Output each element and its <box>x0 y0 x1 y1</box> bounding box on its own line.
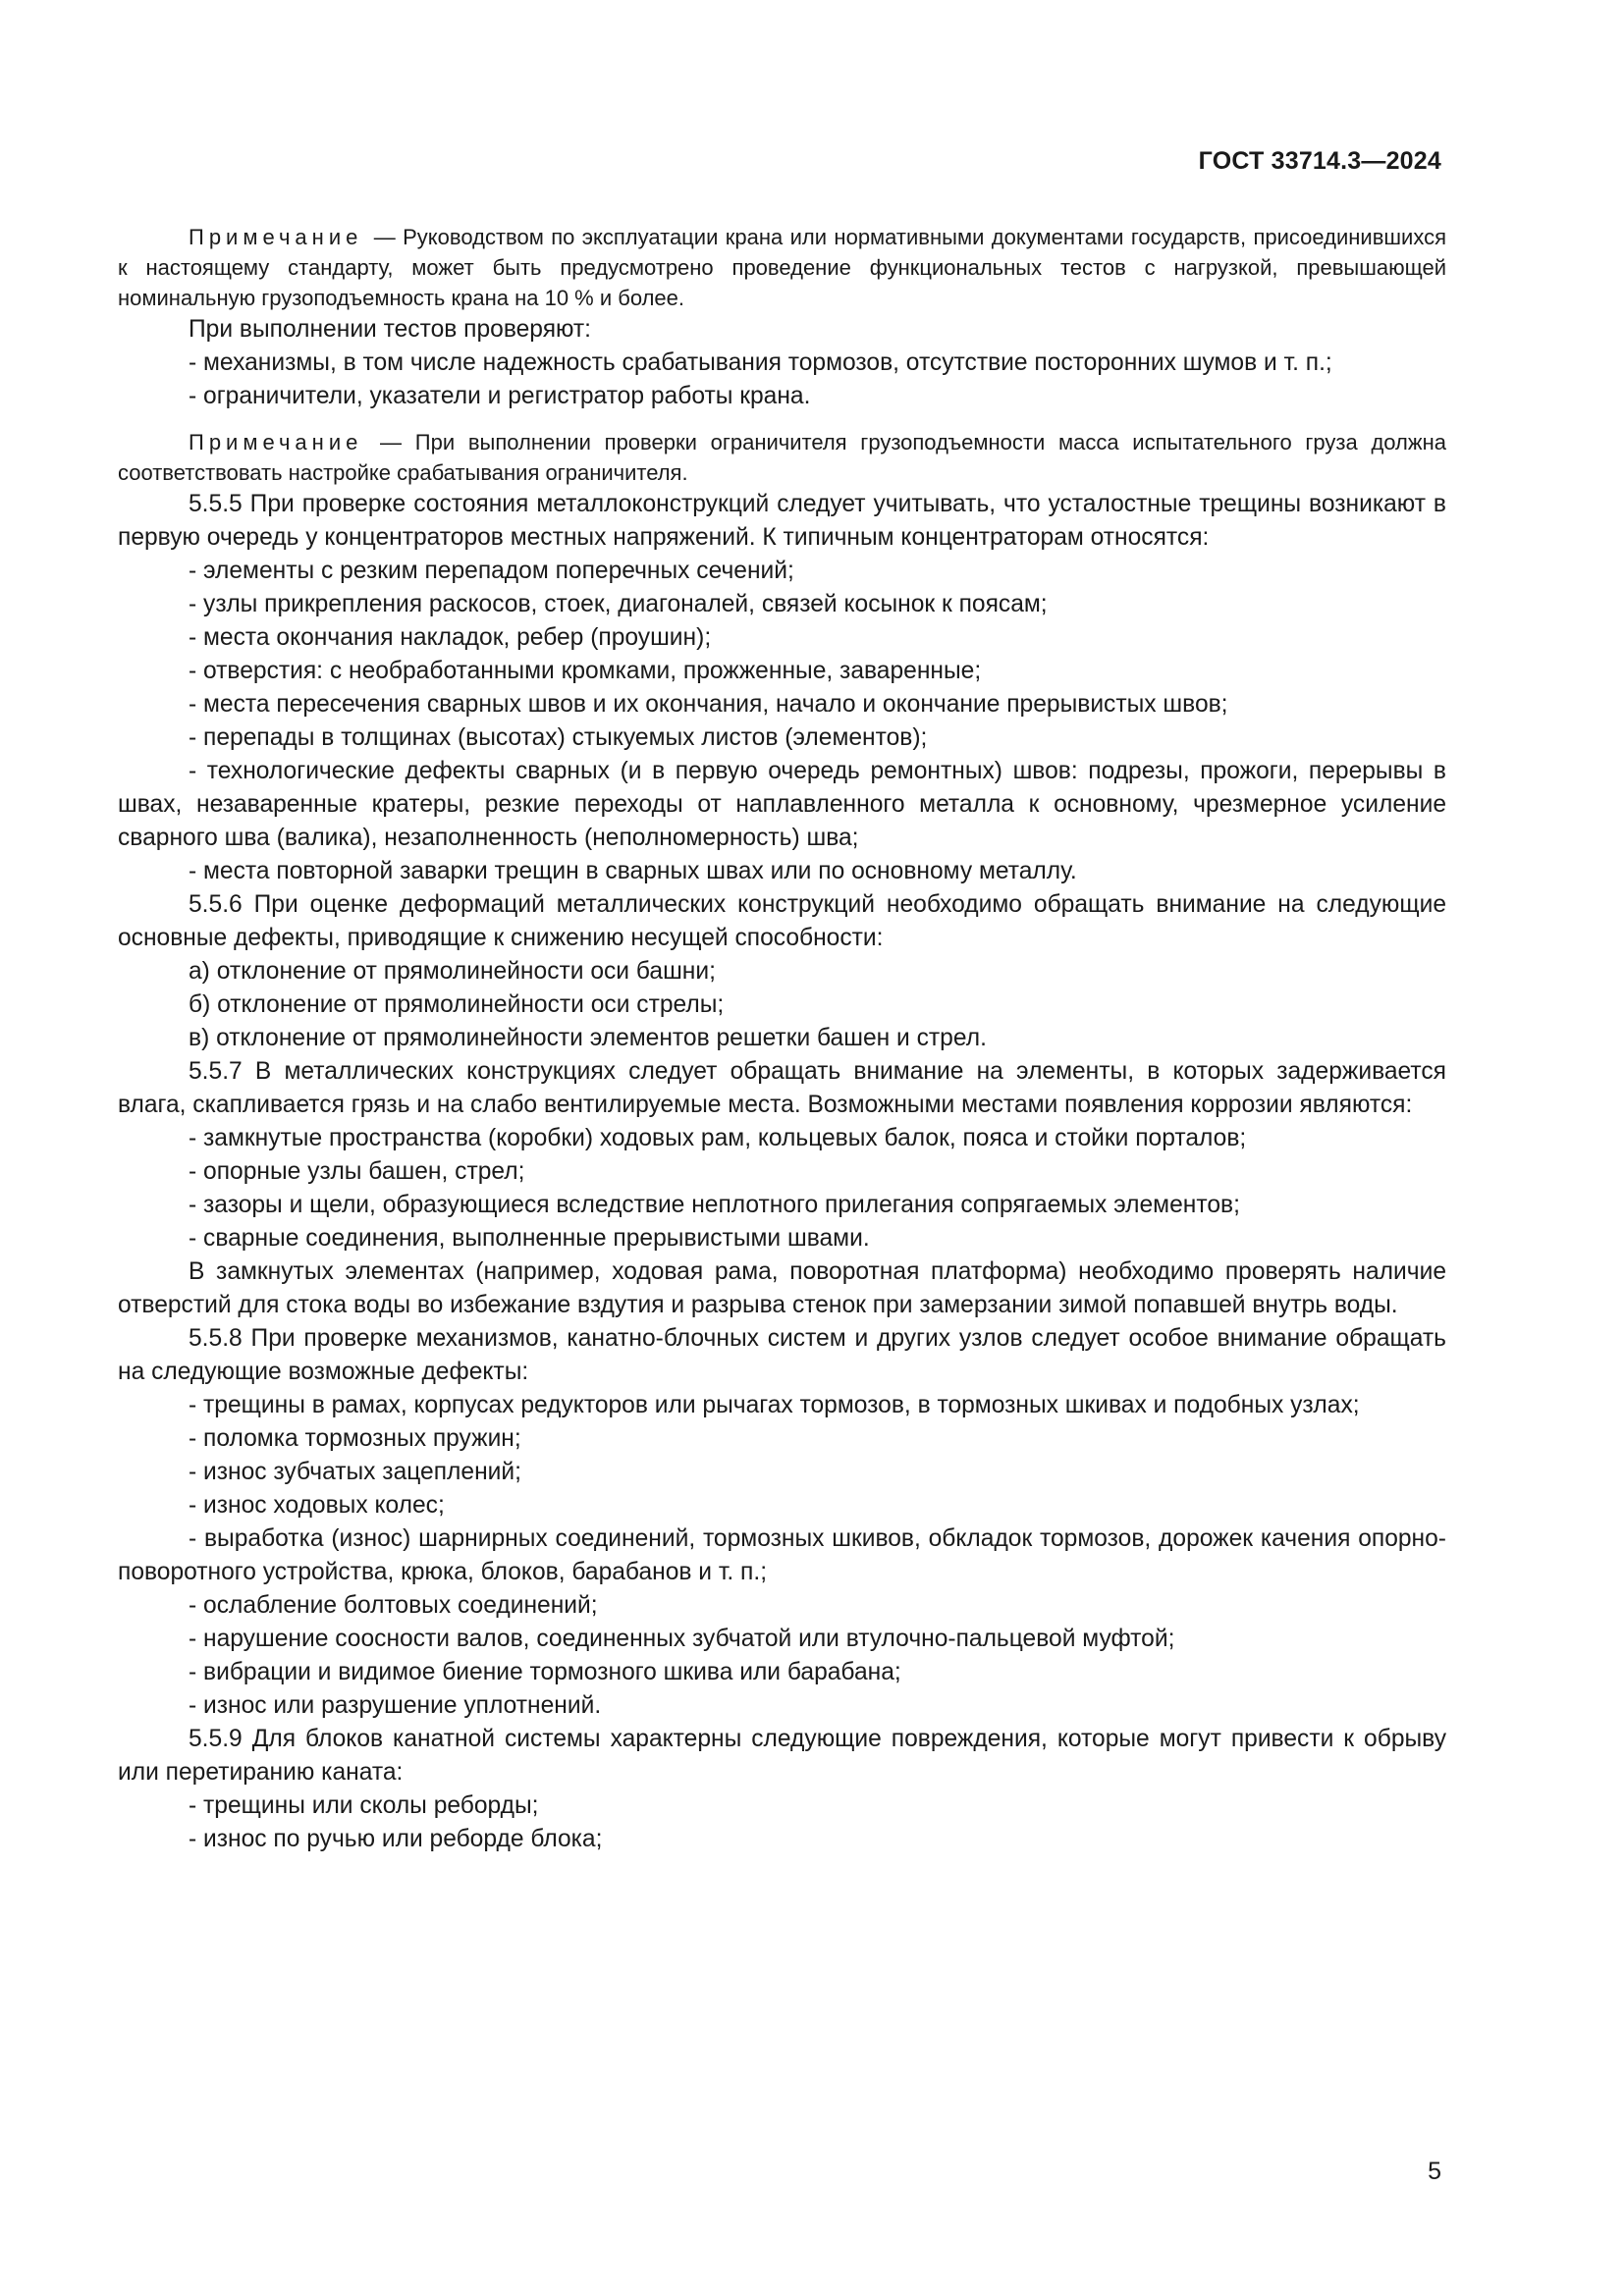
list-item: - поломка тормозных пружин; <box>189 1425 521 1452</box>
paragraph-5-5-8: 5.5.8 При проверке механизмов, канатно-блочных систем и других узлов следует особое внимание обращать на следующие возможные дефекты: <box>118 1325 1446 1385</box>
list-item: а) отклонение от прямолинейности оси башни; <box>189 958 716 985</box>
list-item: - узлы прикрепления раскосов, стоек, диагоналей, связей косынок к поясам; <box>189 591 1048 617</box>
list-item: - нарушение соосности валов, соединенных зубчатой или втулочно-пальцевой муфтой; <box>189 1626 1175 1652</box>
list-item: - места окончания накладок, ребер (проушин); <box>189 624 712 651</box>
list-item: - технологические дефекты сварных (и в первую очередь ремонтных) швов: подрезы, прожоги, перерывы в швах, незаваренные кратеры, резкие переходы от наплавленного металла к основному, чрезмерное усиление сварного шва (валика), незаполненность (неполномерность) шва; <box>118 758 1446 851</box>
list-item: - места пересечения сварных швов и их окончания, начало и окончание прерывистых швов; <box>189 691 1228 718</box>
page-number: 5 <box>1428 2158 1441 2185</box>
note-text: — При выполнении проверки ограничителя грузоподъемности масса испытательного груза должна соответствовать настройке срабатывания ограничителя. <box>118 430 1446 485</box>
list-item: - ослабление болтовых соединений; <box>189 1592 598 1619</box>
list-item: - износ зубчатых зацеплений; <box>189 1459 521 1485</box>
note-text: — Руководством по эксплуатации крана или нормативными документами государств, присоединившихся к настоящему стандарту, может быть предусмотрено проведение функциональных тестов с нагрузкой, превышающей номинальную грузоподъемность крана на 10 % и более. <box>118 225 1446 310</box>
note-label: Примечание <box>189 430 363 454</box>
list-item: - трещины в рамах, корпусах редукторов или рычагах тормозов, в тормозных шкивах и подобных узлах; <box>189 1392 1360 1418</box>
note-1 <box>118 222 1446 313</box>
list-item: - сварные соединения, выполненные прерывистыми швами. <box>189 1225 870 1252</box>
paragraph-tests-intro: При выполнении тестов проверяют: <box>189 316 592 343</box>
paragraph-5-5-6: 5.5.6 При оценке деформаций металлических конструкций необходимо обращать внимание на следующие основные дефекты, приводящие к снижению несущей способности: <box>118 891 1446 951</box>
list-item: - износ или разрушение уплотнений. <box>189 1692 602 1719</box>
paragraph-5-5-9: 5.5.9 Для блоков канатной системы характерны следующие повреждения, которые могут привести к обрыву или перетиранию каната: <box>118 1726 1446 1786</box>
list-item: - выработка (износ) шарнирных соединений, тормозных шкивов, обкладок тормозов, дорожек качения опорно-поворотного устройства, крюка, блоков, барабанов и т. п.; <box>118 1525 1446 1585</box>
note-2 <box>118 427 1446 488</box>
paragraph-5-5-7-extra: В замкнутых элементах (например, ходовая рама, поворотная платформа) необходимо проверять наличие отверстий для стока воды во избежание вздутия и разрыва стенок при замерзании зимой попавшей внутрь воды. <box>118 1258 1446 1318</box>
list-item: - места повторной заварки трещин в сварных швах или по основному металлу. <box>189 858 1077 884</box>
list-item: - опорные узлы башен, стрел; <box>189 1158 525 1185</box>
list-item: в) отклонение от прямолинейности элементов решетки башен и стрел. <box>189 1025 987 1051</box>
list-item: - трещины или сколы реборды; <box>189 1792 539 1819</box>
list-item: - зазоры и щели, образующиеся вследствие неплотного прилегания сопрягаемых элементов; <box>189 1192 1240 1218</box>
document-number-header: ГОСТ 33714.3—2024 <box>1198 147 1441 175</box>
list-item: - элементы с резким перепадом поперечных сечений; <box>189 558 794 584</box>
list-item: - вибрации и видимое биение тормозного шкива или барабана; <box>189 1659 901 1685</box>
paragraph-5-5-5: 5.5.5 При проверке состояния металлоконструкций следует учитывать, что усталостные трещины возникают в первую очередь у концентраторов местных напряжений. К типичным концентраторам относятся: <box>118 491 1446 551</box>
list-item: - ограничители, указатели и регистратор работы крана. <box>189 383 811 409</box>
list-item: - отверстия: с необработанными кромками, прожженные, заваренные; <box>189 658 982 684</box>
list-item: - механизмы, в том числе надежность срабатывания тормозов, отсутствие посторонних шумов и т. п.; <box>189 349 1332 376</box>
list-item: - износ по ручью или реборде блока; <box>189 1826 603 1852</box>
note-label: Примечание <box>189 225 363 249</box>
list-item: - замкнутые пространства (коробки) ходовых рам, кольцевых балок, пояса и стойки порталов; <box>189 1125 1247 1151</box>
document-body <box>118 222 1446 1856</box>
list-item: б) отклонение от прямолинейности оси стрелы; <box>189 991 725 1018</box>
list-item: - перепады в толщинах (высотах) стыкуемых листов (элементов); <box>189 724 928 751</box>
paragraph-5-5-7: 5.5.7 В металлических конструкциях следует обращать внимание на элементы, в которых задерживается влага, скапливается грязь и на слабо вентилируемые места. Возможными местами появления коррозии являются: <box>118 1058 1446 1118</box>
list-item: - износ ходовых колес; <box>189 1492 445 1519</box>
